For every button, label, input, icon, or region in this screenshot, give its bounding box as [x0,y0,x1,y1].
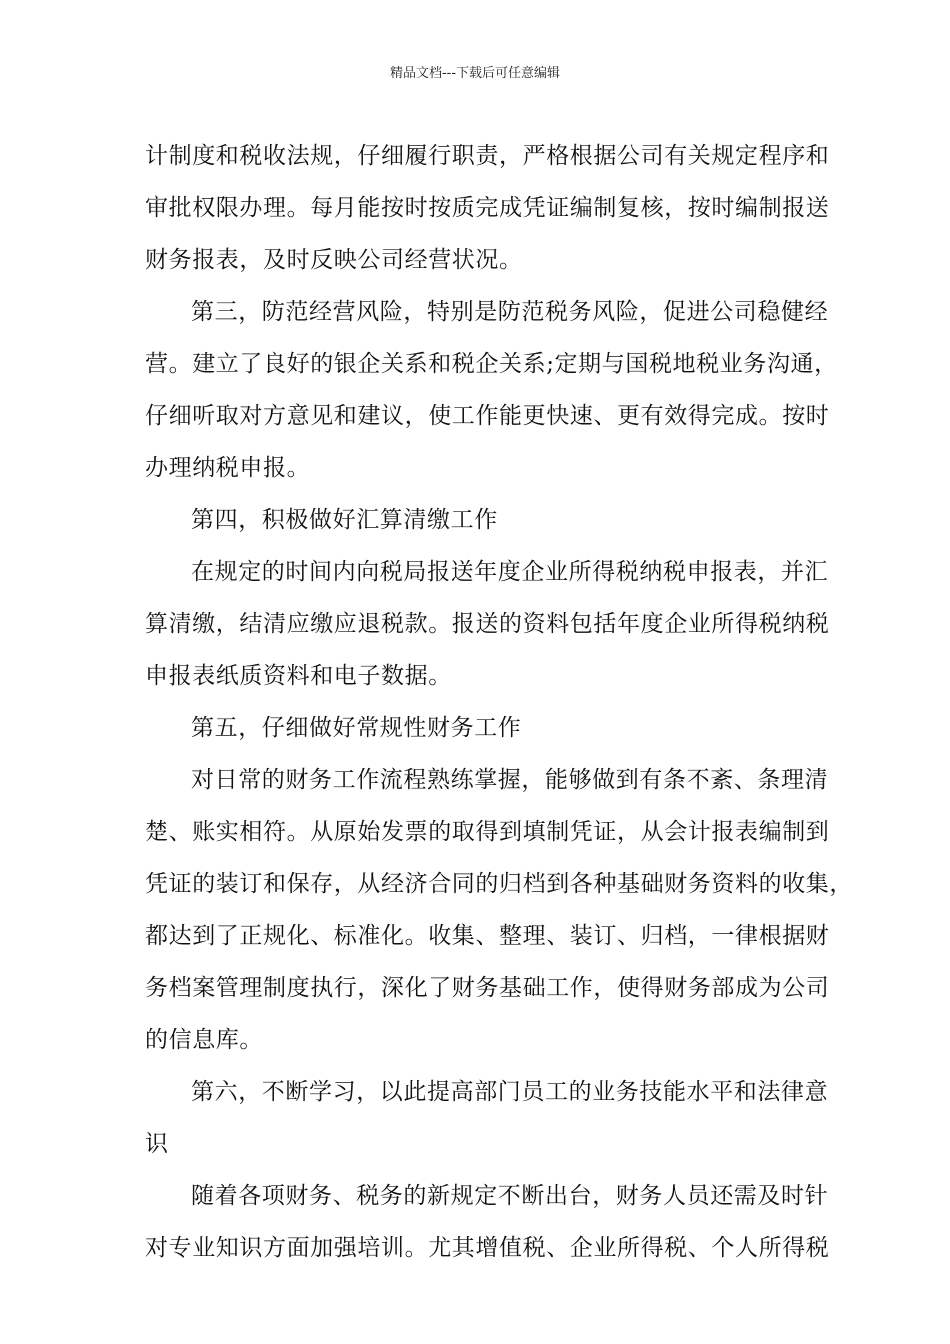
text-line: 在规定的时间内向税局报送年度企业所得税纳税申报表，并汇 [191,559,829,585]
text-line: 第三，防范经营风险，特别是防范税务风险，促进公司稳健经 [191,299,829,325]
text-line: 营。建立了良好的银企关系和税企关系;定期与国税地税业务沟通， [145,351,838,377]
section-heading [145,494,811,546]
text-line: 审批权限办理。每月能按时按质完成凭证编制复核，按时编制报送 [145,195,830,221]
text-line: 随着各项财务、税务的新规定不断出台，财务人员还需及时针 [191,1183,829,1209]
paragraph [145,754,853,1066]
text-line: 仔细听取对方意见和建议，使工作能更快速、更有效得完成。按时 [145,403,830,429]
text-line: 凭证的装订和保存，从经济合同的归档到各种基础财务资料的收集， [145,871,853,897]
page-header: 精品文档---下载后可任意编辑 [389,66,561,81]
text-line: 都达到了正规化、标准化。收集、整理、装订、归档，一律根据财 [145,923,830,949]
text-line: 财务报表，及时反映公司经营状况。 [145,247,523,273]
text-line: 办理纳税申报。 [145,455,311,481]
text-line: 第五，仔细做好常规性财务工作 [191,715,522,741]
text-line: 的信息库。 [145,1027,263,1053]
text-line: 算清缴，结清应缴应退税款。报送的资料包括年度企业所得税纳税 [145,611,830,637]
text-line: 对日常的财务工作流程熟练掌握，能够做到有条不紊、条理清 [191,767,829,793]
paragraph [145,130,830,286]
paragraph [145,546,830,702]
text-line: 务档案管理制度执行，深化了财务基础工作，使得财务部成为公司 [145,975,830,1001]
document-body [145,130,853,1274]
text-line: 申报表纸质资料和电子数据。 [145,663,452,689]
text-line: 第六，不断学习，以此提高部门员工的业务技能水平和法律意 [191,1079,829,1105]
text-line: 第四，积极做好汇算清缴工作 [191,507,498,533]
text-line: 楚、账实相符。从原始发票的取得到填制凭证，从会计报表编制到 [145,819,830,845]
section-heading [145,1066,829,1170]
text-line: 计制度和税收法规，仔细履行职责，严格根据公司有关规定程序和 [145,143,830,169]
text-line: 对专业知识方面加强培训。尤其增值税、企业所得税、个人所得税 [145,1235,830,1261]
section-heading [145,702,811,754]
paragraph [145,1170,830,1274]
text-line: 识 [145,1131,169,1157]
paragraph [145,286,838,494]
